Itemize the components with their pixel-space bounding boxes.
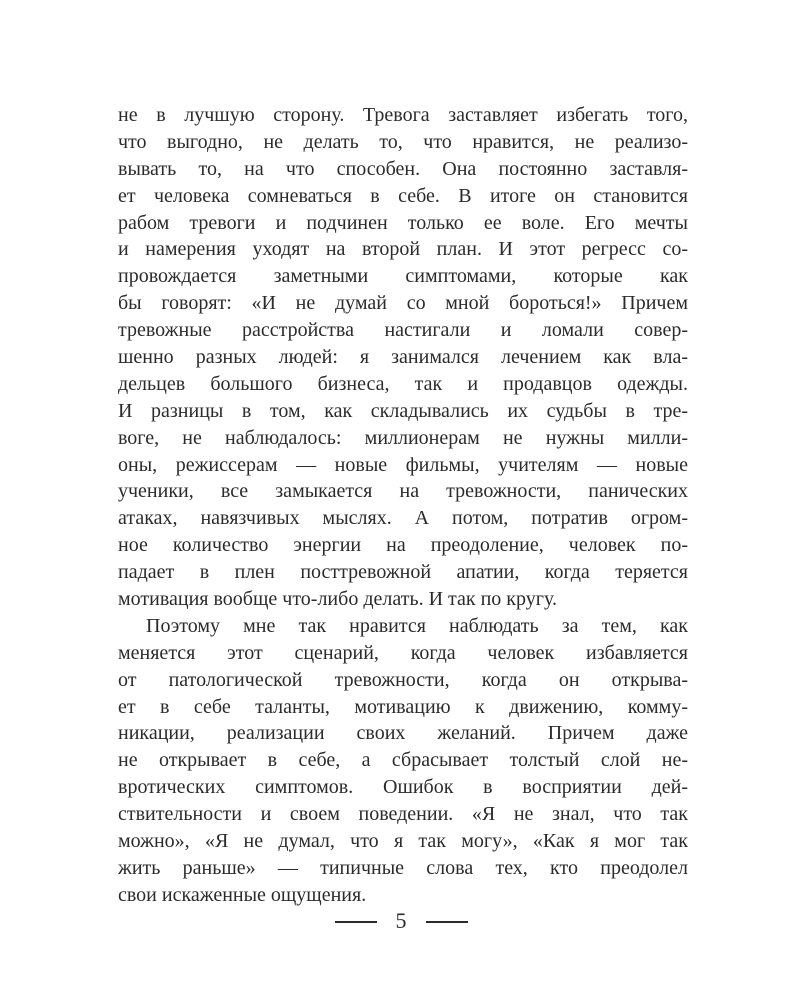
text-line: Поэтому мне так нравится наблюдать за тем, как: [146, 614, 688, 637]
text-line: от патологической тревожности, когда он открыва-: [118, 668, 688, 691]
text-line: не открывает в себе, а сбрасывает толстый слой не-: [118, 749, 688, 772]
text-line: шенно разных людей: я занимался лечением как вла-: [118, 346, 688, 369]
text-line: можно», «Я не думал, что я так могу», «Как я мог так: [118, 830, 688, 853]
text-line: ствительности и своем поведении. «Я не знал, что так: [118, 803, 688, 826]
text-line: И разницы в том, как складывались их судьбы в тре-: [118, 399, 688, 422]
footer-rule-right: [426, 921, 468, 923]
text-line: не в лучшую сторону. Тревога заставляет избегать того,: [118, 104, 688, 126]
text-line: вывать то, на что способен. Она постоянно заставля-: [118, 157, 688, 180]
text-line: падает в плен посттревожной апатии, когда теряется: [118, 561, 688, 584]
text-line: ное количество энергии на преодоление, человек по-: [118, 534, 688, 557]
text-line: атаках, навязчивых мыслях. А потом, потратив огром-: [118, 507, 688, 530]
text-line: ет человека сомневаться в себе. В итоге он становится: [118, 184, 688, 207]
text-line: рабом тревоги и подчинен только ее воле. Его мечты: [118, 211, 688, 234]
text-line: жить раньше» — типичные слова тех, кто преодолел: [118, 856, 688, 879]
text-line: и намерения уходят на второй план. И этот регресс со-: [118, 238, 688, 261]
text-line: бы говорят: «И не думай со мной бороться!» Причем: [118, 292, 688, 315]
text-line: ет в себе таланты, мотивацию к движению, комму-: [118, 695, 688, 718]
text-line: что выгодно, не делать то, что нравится, не реализо-: [118, 130, 688, 153]
text-line: свои искаженные ощущения.: [118, 883, 367, 906]
text-line: никации, реализации своих желаний. Причем даже: [118, 722, 688, 745]
text-line: оны, режиссерам — новые фильмы, учителям — новые: [118, 453, 688, 476]
text-line: мотивация вообще что-либо делать. И так по кругу.: [118, 588, 557, 611]
text-line: воге, не наблюдалось: миллионерам не нужны милли-: [118, 426, 688, 449]
page-footer: [0, 906, 800, 936]
text-line: меняется этот сценарий, когда человек избавляется: [118, 641, 688, 664]
body-text: [118, 102, 688, 909]
page-number: 5: [395, 908, 407, 933]
text-line: ученики, все замыкается на тревожности, панических: [118, 480, 688, 503]
text-line: провождается заметными симптомами, которые как: [118, 265, 688, 288]
text-line: вротических симптомов. Ошибок в восприятии дей-: [118, 776, 688, 799]
text-line: тревожные расстройства настигали и ломали совер-: [118, 319, 688, 342]
text-line: дельцев большого бизнеса, так и продавцов одежды.: [118, 372, 688, 395]
footer-rule-left: [335, 921, 377, 923]
